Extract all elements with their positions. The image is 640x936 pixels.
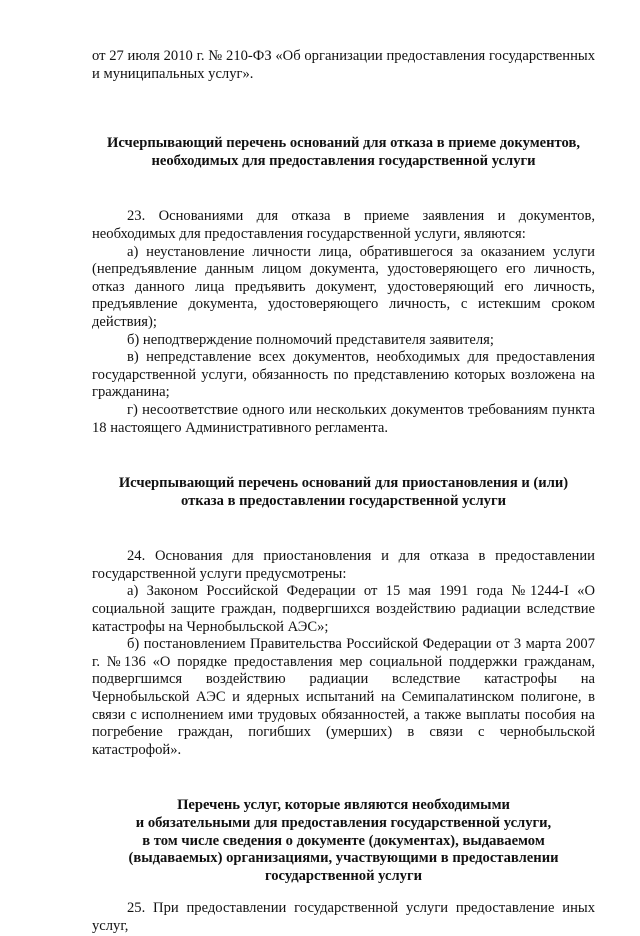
paragraph-23-a: а) неустановление личности лица, обратившегося за оказанием услуги (непредъявление данным лицом документа, удостоверяющего его личность, отказ данного лица предъявить документ, удостоверяющий его личность, предъявление документа, удостоверяющего личность, с истекшим сроком действия); bbox=[92, 243, 595, 330]
section2-heading bbox=[92, 475, 595, 510]
section3-heading-line: Перечень услуг, которые являются необходимыми bbox=[177, 797, 510, 814]
paragraph-24-a: а) Законом Российской Федерации от 15 мая 1991 года №1244-I «О социальной защите граждан, подвергшихся воздействию радиации вследствие катастрофы на Чернобыльской АЭС»; bbox=[92, 583, 595, 635]
section3-heading-line: и обязательными для предоставления государственной услуги, bbox=[135, 815, 552, 831]
section3-heading-line: в том числе сведения о документе (документах), выдаваемом bbox=[142, 832, 545, 849]
intro-paragraph: от 27 июля 2010 г. № 210-ФЗ «Об организации предоставления государственных и муниципальных услуг». bbox=[92, 48, 595, 82]
paragraph-25: 25. При предоставлении государственной услуги предоставление иных услуг, bbox=[92, 900, 595, 934]
paragraph-23: 23. Основаниями для отказа в приеме заявления и документов, необходимых для предоставления государственной услуги, являются: bbox=[92, 208, 595, 242]
section3-heading-line: государственной услуги bbox=[264, 867, 423, 884]
section3-heading-line: (выдаваемых) организациями, участвующими в предоставлении bbox=[128, 850, 559, 867]
paragraph-23-b: б) неподтверждение полномочий представителя заявителя; bbox=[127, 331, 494, 348]
paragraph-23-v: в) непредставление всех документов, необходимых для предоставления государственной услуги, обязанность по представлению которых возложена на гражданина; bbox=[92, 349, 595, 401]
section2-heading-line: Исчерпывающий перечень оснований для приостановления и (или) bbox=[118, 475, 569, 492]
paragraph-23-g: г) несоответствие одного или нескольких документов требованиям пункта 18 настоящего Административного регламента. bbox=[92, 401, 595, 436]
paragraph-24: 24. Основания для приостановления и для отказа в предоставлении государственной услуги предусмотрены: bbox=[92, 548, 595, 582]
section1-heading-line: необходимых для предоставления государственной услуги bbox=[151, 152, 536, 169]
section1-heading-line: Исчерпывающий перечень оснований для отказа в приеме документов, bbox=[107, 135, 580, 152]
paragraph-24-b: б) постановлением Правительства Российской Федерации от 3 марта 2007 г. №136 «О порядке предоставления мер социальной поддержки гражданам, подвергшимся воздействию радиации вследствие катастрофы на Чернобыльской АЭС и ядерных испытаний на Семипалатинском полигоне, в связи с исполнением ими трудовых обязанностей, а также выплаты пособия на погребение граждан, погибших (умерших) в связи с чернобыльской катастрофой». bbox=[92, 636, 595, 758]
section1-heading bbox=[92, 135, 595, 170]
section3-heading bbox=[92, 797, 595, 885]
section2-heading-line: отказа в предоставлении государственной услуги bbox=[181, 492, 506, 509]
